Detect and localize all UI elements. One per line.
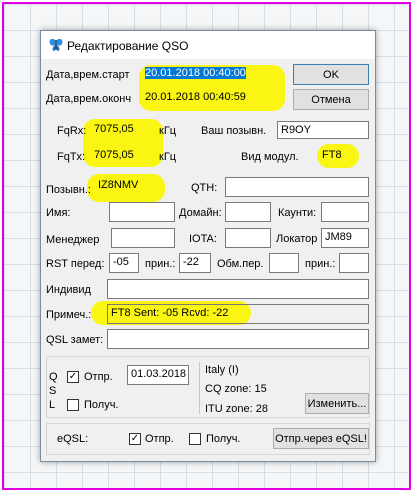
title-bar[interactable] bbox=[41, 31, 375, 59]
name-label: Имя: bbox=[46, 207, 71, 219]
mode-label: Вид модул. bbox=[241, 151, 299, 163]
fq-rx-field[interactable]: 7075,05 bbox=[94, 123, 134, 135]
qsl-sent-date-field[interactable]: 01.03.2018 bbox=[127, 365, 189, 385]
domain-label: Домайн: bbox=[179, 207, 222, 219]
fq-rx-unit: кГц bbox=[159, 125, 177, 137]
qsl-sent-checkbox[interactable] bbox=[67, 371, 79, 383]
qsl-side-l: L bbox=[49, 399, 56, 411]
domain-field[interactable] bbox=[225, 202, 271, 222]
start-time-label: Дата,врем.старт bbox=[46, 69, 130, 81]
exch-sent-field[interactable] bbox=[269, 253, 299, 273]
rst-rcvd-label: прин.: bbox=[145, 258, 176, 270]
note-field[interactable]: FT8 Sent: -05 Rcvd: -22 bbox=[107, 304, 369, 324]
check-icon: ✓ bbox=[130, 433, 140, 444]
mode-field[interactable]: FT8 bbox=[322, 149, 342, 161]
iota-field[interactable] bbox=[225, 228, 271, 248]
qsl-side-q: Q bbox=[49, 371, 58, 383]
my-call-field[interactable]: R9OY bbox=[277, 121, 369, 139]
change-button[interactable]: Изменить... bbox=[305, 393, 369, 414]
qsl-rcvd-checkbox[interactable] bbox=[67, 399, 79, 411]
fq-rx-label: FqRx: bbox=[57, 125, 87, 137]
eqsl-rcvd-label: Получ. bbox=[206, 433, 241, 445]
qsl-note-field[interactable] bbox=[107, 329, 369, 349]
qsl-note-label: QSL замет: bbox=[46, 334, 104, 346]
qsl-divider bbox=[199, 362, 200, 414]
manager-field[interactable] bbox=[111, 228, 175, 248]
qsl-sent-label: Отпр. bbox=[84, 371, 113, 383]
check-icon: ✓ bbox=[68, 371, 78, 382]
call-label: Позывн.: bbox=[46, 184, 91, 196]
itu-zone-text: ITU zone: 28 bbox=[205, 403, 268, 415]
locator-label: Локатор bbox=[276, 233, 318, 245]
eqsl-sent-checkbox[interactable] bbox=[129, 433, 141, 445]
qsl-side-s: S bbox=[49, 385, 57, 397]
qth-label: QTH: bbox=[191, 182, 218, 194]
call-field[interactable]: IZ8NMV bbox=[98, 179, 139, 191]
locator-field[interactable]: JM89 bbox=[321, 228, 369, 248]
manager-label: Менеджер bbox=[46, 234, 100, 246]
cq-zone-text: CQ zone: 15 bbox=[205, 383, 267, 395]
exch-rcvd-label: прин.: bbox=[305, 258, 336, 270]
rst-sent-field[interactable]: -05 bbox=[109, 253, 139, 273]
fq-tx-label: FqTx: bbox=[57, 151, 86, 163]
eqsl-label: eQSL: bbox=[57, 433, 89, 445]
individ-label: Индивид bbox=[46, 284, 91, 296]
edit-qso-dialog bbox=[40, 30, 376, 462]
exch-sent-label: Обм.пер. bbox=[217, 258, 264, 270]
rst-sent-label: RST перед: bbox=[46, 258, 105, 270]
individ-field[interactable] bbox=[107, 279, 369, 299]
dialog-title: Редактирование QSO bbox=[67, 39, 189, 53]
my-call-label: Ваш позывн. bbox=[201, 125, 267, 137]
fq-tx-unit: кГц bbox=[159, 151, 177, 163]
butterfly-icon bbox=[48, 37, 64, 53]
county-label: Каунти: bbox=[278, 207, 317, 219]
end-time-field[interactable]: 20.01.2018 00:40:59 bbox=[145, 91, 246, 103]
eqsl-sent-label: Отпр. bbox=[145, 433, 174, 445]
send-eqsl-button[interactable]: Отпр.через eQSL! bbox=[273, 428, 369, 449]
fq-tx-field[interactable]: 7075,05 bbox=[94, 149, 134, 161]
country-text: Italy (I) bbox=[205, 364, 239, 376]
qsl-rcvd-label: Получ. bbox=[84, 399, 119, 411]
name-field[interactable] bbox=[109, 202, 175, 222]
eqsl-rcvd-checkbox[interactable] bbox=[189, 433, 201, 445]
qth-field[interactable] bbox=[225, 177, 369, 197]
ok-button[interactable]: OK bbox=[293, 64, 369, 85]
cancel-button[interactable]: Отмена bbox=[293, 89, 369, 110]
iota-label: IOTA: bbox=[189, 233, 217, 245]
county-field[interactable] bbox=[321, 202, 369, 222]
note-label: Примеч.: bbox=[46, 309, 92, 321]
start-time-field[interactable]: 20.01.2018 00:40:00 bbox=[145, 67, 246, 79]
rst-rcvd-field[interactable]: -22 bbox=[179, 253, 211, 273]
end-time-label: Дата,врем.оконч bbox=[46, 93, 132, 105]
exch-rcvd-field[interactable] bbox=[339, 253, 369, 273]
